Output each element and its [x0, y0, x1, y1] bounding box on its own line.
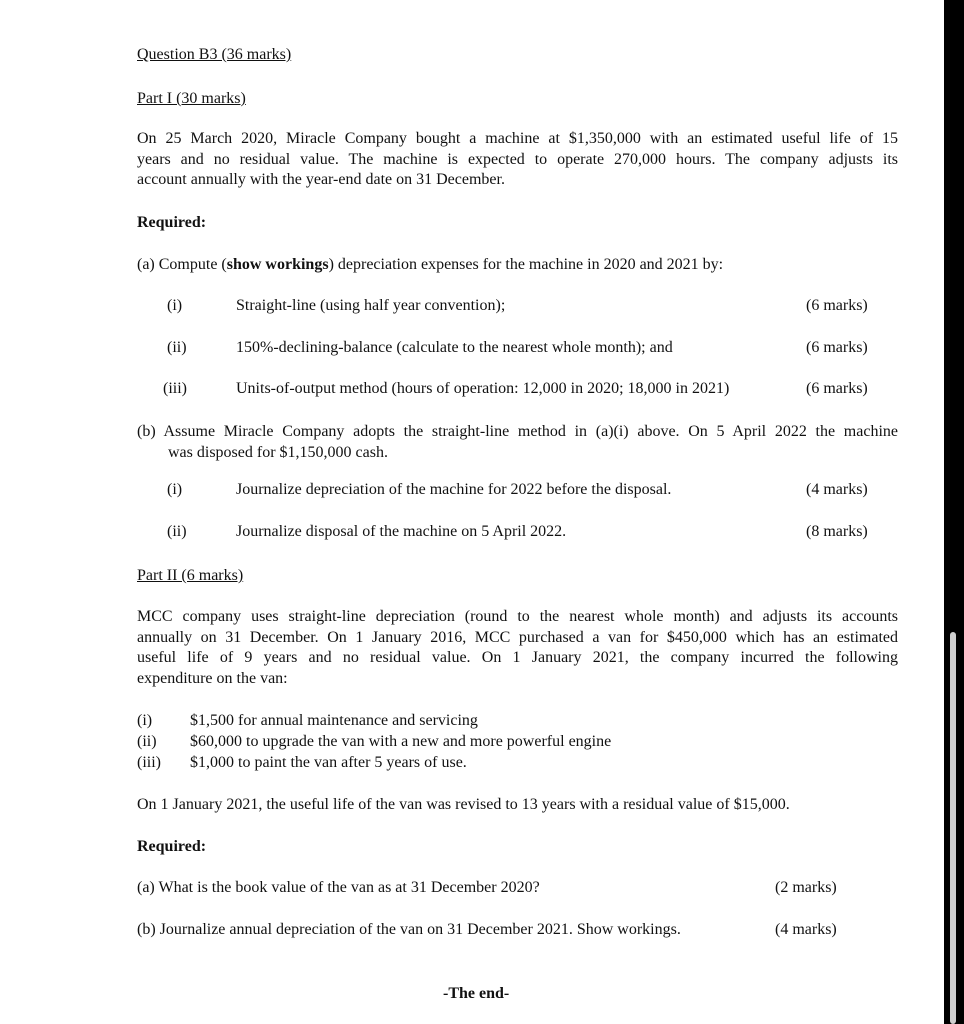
part2-revision: On 1 January 2021, the useful life of the van was revised to 13 years with a residual value of $15,000.	[137, 796, 790, 813]
part2-question-a-marks: (2 marks)	[775, 879, 837, 896]
part2-item-2-text: $60,000 to upgrade the van with a new and more powerful engine	[190, 733, 612, 750]
part1-b-item-1-text: Journalize depreciation of the machine for 2022 before the disposal.	[236, 481, 672, 498]
part1-intro-line-1: On 25 March 2020, Miracle Company bought a machine at $1,350,000 with an estimated useful life of 15	[137, 130, 898, 147]
part1-intro-line-2: years and no residual value. The machine is expected to operate 270,000 hours. The company adjusts its	[137, 150, 898, 168]
part2-intro-line-2: annually on 31 December. On 1 January 2016, MCC purchased a van for $450,000 which has an estimated	[137, 628, 898, 646]
part1-intro	[137, 129, 898, 191]
part2-intro-line-3: useful life of 9 years and no residual value. On 1 January 2021, the company incurred the following	[137, 649, 898, 666]
question-title: Question B3 (36 marks)	[137, 46, 292, 63]
part1-b-item-2-num: (ii)	[167, 523, 187, 540]
part2-question-b-marks: (4 marks)	[775, 921, 837, 938]
part1-a-item-3-num: (iii)	[163, 380, 187, 397]
part1-a-item-1-num: (i)	[167, 297, 183, 314]
part1-b-item-2-text: Journalize disposal of the machine on 5 April 2022.	[236, 523, 567, 540]
part2-required-label: Required:	[137, 838, 207, 855]
part2-question-b: (b) Journalize annual depreciation of the van on 31 December 2021. Show workings.	[137, 921, 681, 938]
end-text: -The end-	[443, 985, 510, 1002]
part2-question-a: (a) What is the book value of the van as at 31 December 2020?	[137, 879, 540, 896]
part1-b-item-1-marks: (4 marks)	[806, 481, 868, 498]
part1-intro-line-3: account annually with the year-end date on 31 December.	[137, 171, 505, 188]
part2-item-3-num: (iii)	[137, 754, 161, 771]
part1-a-question	[137, 255, 723, 275]
vertical-scrollbar[interactable]	[950, 632, 956, 1024]
part1-a-item-3-text: Units-of-output method (hours of operation: 12,000 in 2020; 18,000 in 2021)	[236, 380, 730, 397]
part1-b-line-2: was disposed for $1,150,000 cash.	[168, 443, 388, 461]
part1-a-item-2-marks: (6 marks)	[806, 339, 868, 356]
part1-a-item-2-num: (ii)	[167, 339, 187, 356]
part1-required-label: Required:	[137, 214, 207, 231]
part2-item-2-num: (ii)	[137, 733, 157, 750]
part1-a-item-3-marks: (6 marks)	[806, 380, 868, 397]
part2-item-3-text: $1,000 to paint the van after 5 years of use.	[190, 754, 467, 771]
part2-item-1-num: (i)	[137, 712, 153, 729]
part2-intro	[137, 607, 898, 689]
part1-b-question	[137, 422, 898, 463]
part1-a-suffix: ) depreciation expenses for the machine in 2020 and 2021 by:	[328, 256, 724, 273]
part1-a-bold: show workings	[226, 256, 329, 273]
part2-intro-line-1: MCC company uses straight-line depreciation (round to the nearest whole month) and adjusts its accounts	[137, 608, 898, 625]
part1-b-item-1-num: (i)	[167, 481, 183, 498]
part1-title: Part I (30 marks)	[137, 90, 246, 107]
part1-b-item-2-marks: (8 marks)	[806, 523, 868, 540]
part2-intro-line-4: expenditure on the van:	[137, 669, 288, 687]
part1-a-item-2-text: 150%-declining-balance (calculate to the nearest whole month); and	[236, 339, 673, 356]
part1-a-prefix: (a) Compute (	[137, 256, 227, 273]
part1-b-line-1: (b) Assume Miracle Company adopts the straight-line method in (a)(i) above. On 5 April 2022 the machine	[137, 423, 898, 440]
part2-item-1-text: $1,500 for annual maintenance and servicing	[190, 712, 478, 729]
part1-a-item-1-marks: (6 marks)	[806, 297, 868, 314]
part1-a-item-1-text: Straight-line (using half year convention);	[236, 297, 506, 314]
part2-title: Part II (6 marks)	[137, 567, 244, 584]
